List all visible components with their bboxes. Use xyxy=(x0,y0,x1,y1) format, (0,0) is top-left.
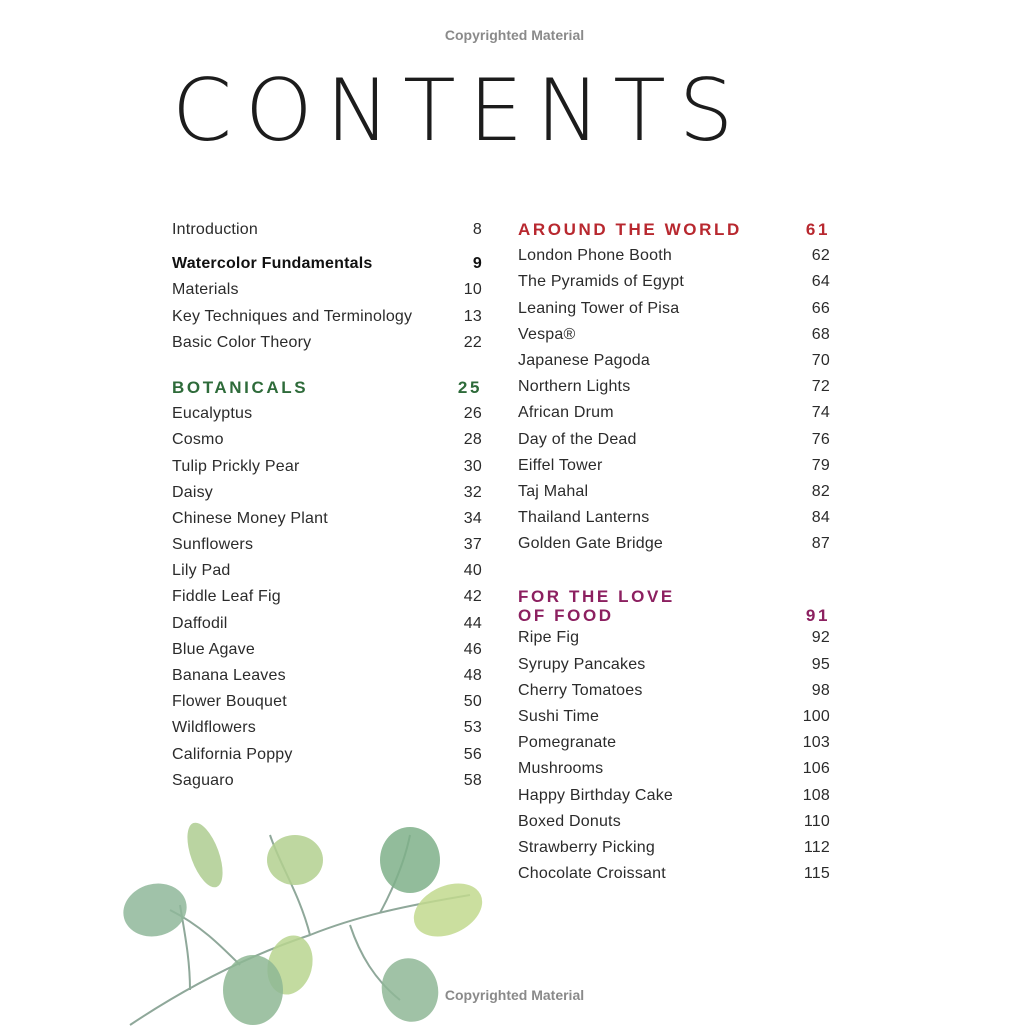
page-title: CONTENTS xyxy=(172,61,747,161)
toc-entry-label: Introduction xyxy=(172,221,259,238)
toc-entry-page: 44 xyxy=(463,614,482,632)
toc-entry-page: 9 xyxy=(472,255,482,273)
toc-entry[interactable] xyxy=(172,454,482,480)
toc-entry-label: Tulip Prickly Pear xyxy=(172,457,300,475)
toc-entry-label: The Pyramids of Egypt xyxy=(518,273,685,291)
toc-entry[interactable] xyxy=(172,506,482,532)
toc-entry-page: 66 xyxy=(811,299,830,317)
toc-entry[interactable] xyxy=(518,730,830,756)
toc-entry-page: 70 xyxy=(811,351,830,369)
toc-entry-page: 100 xyxy=(802,708,830,725)
toc-entry-page: 115 xyxy=(803,865,830,883)
toc-entry-page: 68 xyxy=(811,325,830,343)
toc-entry-label: Flower Bouquet xyxy=(172,693,287,711)
toc-entry-label: Wildflowers xyxy=(172,719,256,737)
toc-entry[interactable] xyxy=(172,715,482,741)
toc-left-column xyxy=(172,217,482,794)
toc-entry-page: 92 xyxy=(811,629,830,647)
world-list xyxy=(518,243,830,557)
toc-entry[interactable] xyxy=(518,400,830,426)
toc-entry-label: Banana Leaves xyxy=(172,667,286,684)
toc-entry-page: 108 xyxy=(802,786,830,804)
toc-entry[interactable] xyxy=(172,663,482,689)
toc-entry-page: 62 xyxy=(811,247,830,265)
toc-entry-label: Daisy xyxy=(172,483,214,501)
watermark-top: Copyrighted Material xyxy=(444,27,585,43)
toc-entry[interactable] xyxy=(518,861,830,887)
toc-entry-page: 87 xyxy=(811,535,830,553)
toc-entry[interactable] xyxy=(518,269,830,295)
toc-entry-page: 84 xyxy=(811,509,830,527)
toc-entry[interactable] xyxy=(172,277,482,303)
toc-entry[interactable] xyxy=(518,756,830,782)
toc-entry[interactable] xyxy=(518,427,830,453)
toc-entry[interactable] xyxy=(172,637,482,663)
toc-entry[interactable] xyxy=(518,531,830,557)
toc-entry-label: Chocolate Croissant xyxy=(518,865,666,883)
toc-entry[interactable] xyxy=(518,505,830,531)
toc-entry-label: Sushi Time xyxy=(518,708,600,725)
toc-entry-label: Chinese Money Plant xyxy=(172,509,328,527)
toc-subhead-fundamentals[interactable] xyxy=(172,251,482,277)
toc-entry-label: Basic Color Theory xyxy=(172,333,312,351)
toc-entry[interactable] xyxy=(518,479,830,505)
toc-entry[interactable] xyxy=(172,584,482,610)
toc-entry-page: 74 xyxy=(811,404,830,422)
toc-entry-page: 22 xyxy=(463,333,482,351)
toc-section-around-the-world[interactable] xyxy=(518,217,830,243)
section-label-line1: FOR THE LOVE xyxy=(518,587,675,607)
toc-entry-label: Golden Gate Bridge xyxy=(518,535,664,553)
toc-entry-label: Happy Birthday Cake xyxy=(518,786,673,804)
toc-entry-label: Daffodil xyxy=(172,614,228,632)
section-page: 91 xyxy=(805,606,830,626)
toc-entry[interactable] xyxy=(518,296,830,322)
section-label: BOTANICALS xyxy=(172,377,309,397)
toc-entry-page: 13 xyxy=(463,307,482,325)
watermark-bottom: Copyrighted Material xyxy=(444,987,585,1003)
toc-entry[interactable] xyxy=(518,809,830,835)
toc-entry[interactable] xyxy=(172,401,482,427)
toc-entry-label: African Drum xyxy=(518,404,614,422)
toc-entry-label: Eucalyptus xyxy=(172,405,253,423)
toc-entry-label: Key Techniques and Terminology xyxy=(172,307,413,325)
toc-entry-label: Cherry Tomatoes xyxy=(518,681,643,699)
toc-entry[interactable] xyxy=(518,243,830,269)
section-label-line2: OF FOOD xyxy=(518,606,614,626)
toc-entry-page: 110 xyxy=(803,812,830,830)
botanicals-list xyxy=(172,401,482,794)
toc-entry[interactable] xyxy=(518,835,830,861)
toc-entry-page: 50 xyxy=(463,693,482,711)
toc-entry-page: 42 xyxy=(463,588,482,606)
toc-entry-page: 103 xyxy=(802,734,830,752)
toc-entry[interactable] xyxy=(518,453,830,479)
toc-entry-label: Mushrooms xyxy=(518,760,604,778)
toc-entry-page: 32 xyxy=(463,483,482,501)
toc-entry-label: Materials xyxy=(172,281,239,299)
toc-entry[interactable] xyxy=(518,374,830,400)
food-list xyxy=(518,625,830,887)
toc-section-botanicals[interactable] xyxy=(172,375,482,401)
toc-entry-page: 10 xyxy=(463,281,482,299)
toc-entry-page: 56 xyxy=(463,745,482,763)
section-label: AROUND THE WORLD xyxy=(518,220,742,239)
toc-entry-page: 53 xyxy=(463,719,482,737)
toc-entry-label: Thailand Lanterns xyxy=(518,509,650,527)
toc-entry-label: Pomegranate xyxy=(518,734,617,752)
toc-entry-page: 112 xyxy=(803,838,830,856)
toc-entry[interactable] xyxy=(172,532,482,558)
toc-entry-label: Eiffel Tower xyxy=(518,456,603,474)
toc-entry[interactable] xyxy=(172,427,482,453)
toc-entry-label: Taj Mahal xyxy=(518,482,589,500)
toc-entry-label: Saguaro xyxy=(172,771,234,789)
toc-entry-page: 46 xyxy=(463,640,482,658)
toc-entry-label: Vespa® xyxy=(518,325,576,343)
toc-entry-label: Blue Agave xyxy=(172,640,255,658)
toc-entry[interactable] xyxy=(518,322,830,348)
toc-entry-label: Fiddle Leaf Fig xyxy=(172,588,281,606)
toc-entry[interactable] xyxy=(518,348,830,374)
toc-entry-label: California Poppy xyxy=(172,745,293,763)
toc-entry-page: 64 xyxy=(811,273,830,291)
toc-entry-label: Strawberry Picking xyxy=(518,838,655,856)
toc-entry-page: 79 xyxy=(811,456,830,474)
toc-right-column xyxy=(518,217,830,887)
toc-entry-label: Sunflowers xyxy=(172,536,254,554)
toc-entry-label: London Phone Booth xyxy=(518,247,672,265)
toc-entry-page: 76 xyxy=(811,430,830,448)
toc-entry-label: Japanese Pagoda xyxy=(518,351,650,369)
toc-entry-page: 48 xyxy=(463,667,482,684)
toc-entry-label: Lily Pad xyxy=(172,562,231,580)
toc-entry[interactable] xyxy=(518,625,830,651)
toc-entry-label: Ripe Fig xyxy=(518,629,580,647)
toc-entry-label: Day of the Dead xyxy=(518,430,637,448)
toc-entry-label: Northern Lights xyxy=(518,378,631,396)
toc-entry-page: 98 xyxy=(811,681,830,699)
fundamentals-list xyxy=(172,277,482,356)
toc-entry-label: Watercolor Fundamentals xyxy=(172,255,373,273)
toc-entry[interactable] xyxy=(172,768,482,794)
toc-entry[interactable] xyxy=(172,611,482,637)
toc-entry-page: 106 xyxy=(802,760,830,778)
toc-entry-page: 72 xyxy=(811,378,830,396)
toc-section-for-the-love-of-food[interactable] xyxy=(518,579,830,625)
toc-entry-page: 30 xyxy=(463,457,482,475)
toc-entry-page: 37 xyxy=(463,536,482,554)
toc-entry[interactable] xyxy=(172,330,482,356)
toc-entry[interactable] xyxy=(518,652,830,678)
toc-entry[interactable] xyxy=(518,704,830,730)
toc-entry-label: Cosmo xyxy=(172,431,224,449)
toc-entry[interactable] xyxy=(172,480,482,506)
toc-entry[interactable] xyxy=(518,783,830,809)
toc-entry-page: 82 xyxy=(811,482,830,500)
toc-entry[interactable] xyxy=(518,678,830,704)
toc-entry-introduction[interactable] xyxy=(172,217,482,243)
toc-entry-label: Boxed Donuts xyxy=(518,812,621,830)
toc-entry[interactable] xyxy=(172,304,482,330)
toc-entry-page: 8 xyxy=(472,221,482,238)
toc-entry-page: 26 xyxy=(463,405,482,423)
toc-entry-label: Leaning Tower of Pisa xyxy=(518,299,680,317)
section-page: 25 xyxy=(457,377,482,397)
toc-entry-label: Syrupy Pancakes xyxy=(518,655,646,673)
toc-entry[interactable] xyxy=(172,742,482,768)
section-page: 61 xyxy=(805,220,830,239)
toc-entry-page: 28 xyxy=(463,431,482,449)
toc-entry[interactable] xyxy=(172,558,482,584)
section-label xyxy=(518,587,675,625)
toc-entry-page: 34 xyxy=(463,509,482,527)
toc-entry[interactable] xyxy=(172,689,482,715)
toc-entry-page: 58 xyxy=(463,771,482,789)
toc-entry-page: 95 xyxy=(811,655,830,673)
toc-entry-page: 40 xyxy=(463,562,482,580)
